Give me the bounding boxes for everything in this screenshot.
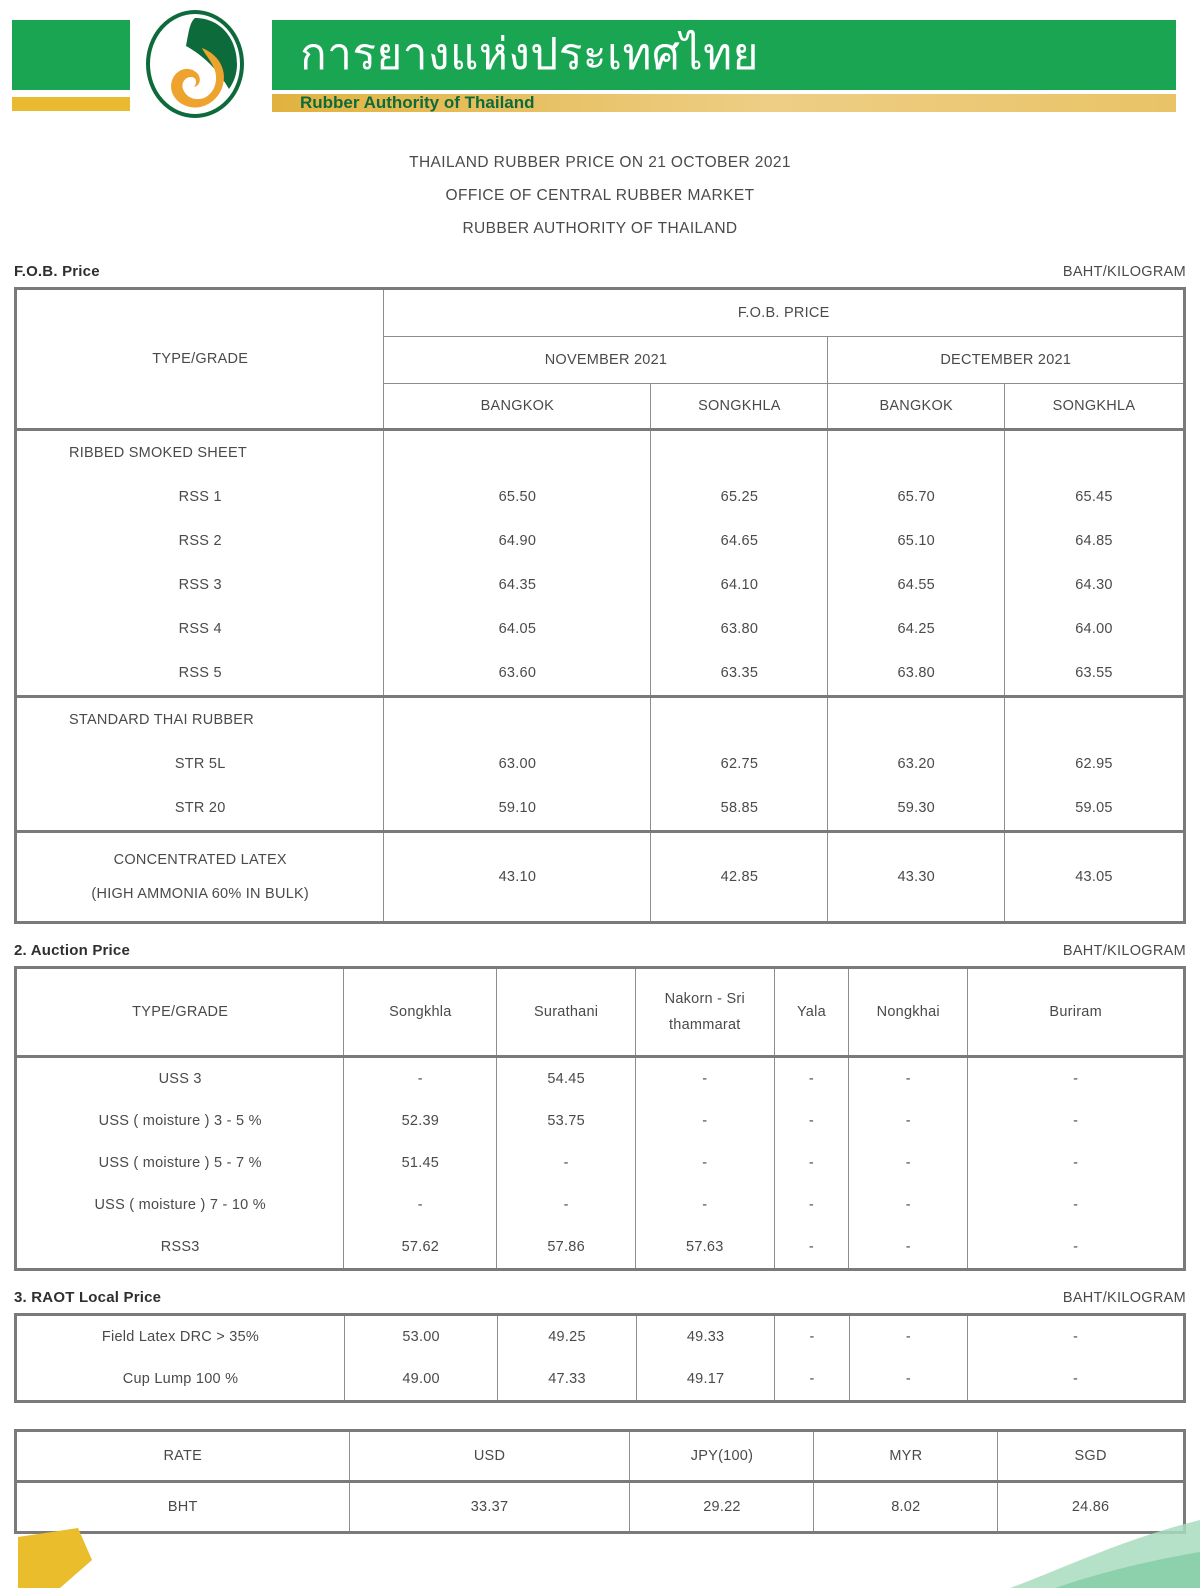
fob-typegrade-header: TYPE/GRADE bbox=[16, 289, 384, 430]
raot-local-price-table bbox=[14, 1313, 1186, 1403]
fob-row-label: RSS 2 bbox=[16, 519, 384, 563]
raot-unit-label: BAHT/KILOGRAM bbox=[1062, 1290, 1186, 1306]
fob-month-december: DECTEMBER 2021 bbox=[828, 337, 1185, 384]
raot-seal-logo-icon bbox=[140, 8, 250, 120]
fob-row-label: STR 20 bbox=[16, 786, 384, 832]
auction-price-cell: - bbox=[497, 1142, 636, 1184]
auction-header-buriram: Buriram bbox=[968, 968, 1185, 1057]
fob-cell-empty bbox=[1004, 430, 1184, 476]
auction-unit-label: BAHT/KILOGRAM bbox=[1062, 943, 1186, 959]
auction-price-cell: 53.75 bbox=[497, 1100, 636, 1142]
table-row bbox=[16, 607, 1185, 651]
table-row bbox=[16, 1431, 1185, 1482]
auction-price-cell: 57.86 bbox=[497, 1226, 636, 1270]
fob-cell-empty bbox=[651, 430, 828, 476]
raot-price-cell: - bbox=[968, 1315, 1185, 1359]
rate-header-rate: RATE bbox=[16, 1431, 350, 1482]
table-row bbox=[16, 1315, 1185, 1359]
fob-month-november: NOVEMBER 2021 bbox=[384, 337, 828, 384]
table-row bbox=[16, 1482, 1185, 1533]
auction-header-typegrade: TYPE/GRADE bbox=[16, 968, 344, 1057]
auction-price-cell: - bbox=[968, 1057, 1185, 1101]
auction-header-nakorn-line1: Nakorn - Sri bbox=[664, 991, 745, 1007]
auction-price-cell: - bbox=[849, 1226, 968, 1270]
fob-price-cell: 64.25 bbox=[828, 607, 1004, 651]
auction-price-cell: - bbox=[497, 1184, 636, 1226]
rate-header-myr: MYR bbox=[814, 1431, 998, 1482]
auction-price-cell: 52.39 bbox=[344, 1100, 497, 1142]
auction-header-yala: Yala bbox=[774, 968, 849, 1057]
fob-price-span-header: F.O.B. PRICE bbox=[384, 289, 1185, 337]
fob-price-cell: 63.55 bbox=[1004, 651, 1184, 697]
table-row bbox=[16, 832, 1185, 923]
raot-row-label: Field Latex DRC > 35% bbox=[16, 1315, 345, 1359]
auction-header-nakorn-line2: thammarat bbox=[669, 1017, 741, 1033]
table-row bbox=[16, 786, 1185, 832]
fob-cell-empty bbox=[651, 697, 828, 743]
fob-price-cell: 59.10 bbox=[384, 786, 651, 832]
raot-price-cell: 49.33 bbox=[636, 1315, 775, 1359]
raot-price-cell: - bbox=[968, 1358, 1185, 1402]
rate-row-label: BHT bbox=[16, 1482, 350, 1533]
auction-price-cell: 54.45 bbox=[497, 1057, 636, 1101]
fob-city-nov-bangkok: BANGKOK bbox=[384, 384, 651, 430]
fob-price-cell: 64.30 bbox=[1004, 563, 1184, 607]
header-left-green-block bbox=[12, 20, 130, 90]
fob-price-cell: 63.20 bbox=[828, 742, 1004, 786]
raot-price-cell: 49.17 bbox=[636, 1358, 775, 1402]
document-title-block bbox=[0, 146, 1200, 245]
fob-price-cell: 59.05 bbox=[1004, 786, 1184, 832]
fob-price-cell: 63.35 bbox=[651, 651, 828, 697]
fob-price-cell: 63.00 bbox=[384, 742, 651, 786]
auction-price-cell: - bbox=[344, 1057, 497, 1101]
auction-price-cell: - bbox=[774, 1057, 849, 1101]
table-row bbox=[16, 697, 1185, 743]
fob-cell-empty bbox=[384, 697, 651, 743]
exchange-rate-table bbox=[14, 1429, 1186, 1534]
auction-price-table bbox=[14, 966, 1186, 1271]
auction-price-cell: - bbox=[635, 1100, 774, 1142]
table-row bbox=[16, 1057, 1185, 1101]
auction-row-label: USS ( moisture ) 5 - 7 % bbox=[16, 1142, 344, 1184]
fob-price-table bbox=[14, 287, 1186, 924]
title-line-1: THAILAND RUBBER PRICE ON 21 OCTOBER 2021 bbox=[409, 154, 791, 171]
fob-row-label: RSS 1 bbox=[16, 475, 384, 519]
fob-price-cell: 65.50 bbox=[384, 475, 651, 519]
table-row bbox=[16, 1226, 1185, 1270]
fob-city-nov-songkhla: SONGKHLA bbox=[651, 384, 828, 430]
auction-price-cell: - bbox=[968, 1100, 1185, 1142]
raot-section-header bbox=[0, 1289, 1200, 1306]
fob-latex-label bbox=[16, 832, 384, 923]
fob-row-label: RSS 3 bbox=[16, 563, 384, 607]
fob-group-label: STANDARD THAI RUBBER bbox=[16, 697, 384, 743]
raot-row-label: Cup Lump 100 % bbox=[16, 1358, 345, 1402]
fob-row-label: RSS 5 bbox=[16, 651, 384, 697]
auction-price-cell: - bbox=[774, 1100, 849, 1142]
raot-price-cell: 47.33 bbox=[498, 1358, 637, 1402]
fob-latex-price-cell: 43.05 bbox=[1004, 832, 1184, 923]
rate-value-cell: 8.02 bbox=[814, 1482, 998, 1533]
raot-price-cell: - bbox=[775, 1358, 849, 1402]
auction-header-nongkhai: Nongkhai bbox=[849, 968, 968, 1057]
auction-row-label: USS 3 bbox=[16, 1057, 344, 1101]
auction-price-cell: - bbox=[635, 1142, 774, 1184]
raot-price-cell: - bbox=[775, 1315, 849, 1359]
fob-latex-price-cell: 43.30 bbox=[828, 832, 1004, 923]
raot-price-cell: - bbox=[849, 1315, 967, 1359]
raot-price-cell: - bbox=[849, 1358, 967, 1402]
fob-unit-label: BAHT/KILOGRAM bbox=[1062, 264, 1186, 280]
fob-price-cell: 59.30 bbox=[828, 786, 1004, 832]
table-row bbox=[16, 651, 1185, 697]
table-row bbox=[16, 742, 1185, 786]
header-left-gold-block bbox=[12, 97, 130, 111]
auction-price-cell: - bbox=[774, 1184, 849, 1226]
auction-header-nakorn-sri-thammarat bbox=[635, 968, 774, 1057]
auction-price-cell: - bbox=[968, 1142, 1185, 1184]
fob-row-label: STR 5L bbox=[16, 742, 384, 786]
fob-price-cell: 64.65 bbox=[651, 519, 828, 563]
auction-row-label: USS ( moisture ) 3 - 5 % bbox=[16, 1100, 344, 1142]
auction-price-cell: - bbox=[968, 1226, 1185, 1270]
auction-row-label: RSS3 bbox=[16, 1226, 344, 1270]
raot-price-cell: 49.00 bbox=[345, 1358, 498, 1402]
table-row bbox=[16, 430, 1185, 476]
fob-price-cell: 64.35 bbox=[384, 563, 651, 607]
auction-price-cell: - bbox=[968, 1184, 1185, 1226]
fob-price-cell: 65.10 bbox=[828, 519, 1004, 563]
fob-price-cell: 63.80 bbox=[828, 651, 1004, 697]
auction-price-cell: - bbox=[774, 1142, 849, 1184]
fob-price-cell: 63.60 bbox=[384, 651, 651, 697]
auction-price-cell: - bbox=[849, 1100, 968, 1142]
raot-price-cell: 49.25 bbox=[498, 1315, 637, 1359]
fob-price-cell: 64.55 bbox=[828, 563, 1004, 607]
fob-section-title: F.O.B. Price bbox=[14, 263, 100, 280]
auction-header-songkhla: Songkhla bbox=[344, 968, 497, 1057]
fob-price-cell: 65.70 bbox=[828, 475, 1004, 519]
table-row bbox=[16, 1358, 1185, 1402]
title-line-2: OFFICE OF CENTRAL RUBBER MARKET bbox=[445, 187, 755, 204]
raot-section-title: 3. RAOT Local Price bbox=[14, 1289, 162, 1306]
org-title-thai: การยางแห่งประเทศไทย bbox=[300, 29, 759, 80]
title-line-3: RUBBER AUTHORITY OF THAILAND bbox=[462, 220, 738, 237]
fob-price-cell: 65.25 bbox=[651, 475, 828, 519]
fob-price-cell: 58.85 bbox=[651, 786, 828, 832]
table-row bbox=[16, 519, 1185, 563]
table-row bbox=[16, 563, 1185, 607]
raot-price-cell: 53.00 bbox=[345, 1315, 498, 1359]
table-row bbox=[16, 289, 1185, 337]
fob-price-cell: 63.80 bbox=[651, 607, 828, 651]
rate-value-cell: 24.86 bbox=[998, 1482, 1185, 1533]
fob-latex-label-line2: (HIGH AMMONIA 60% IN BULK) bbox=[91, 886, 310, 902]
org-title-english: Rubber Authority of Thailand bbox=[300, 93, 535, 112]
fob-price-cell: 62.95 bbox=[1004, 742, 1184, 786]
auction-price-cell: - bbox=[774, 1226, 849, 1270]
auction-section-header bbox=[0, 942, 1200, 959]
fob-cell-empty bbox=[828, 697, 1004, 743]
fob-latex-price-cell: 43.10 bbox=[384, 832, 651, 923]
rate-header-jpy-100: JPY(100) bbox=[630, 1431, 814, 1482]
fob-city-dec-songkhla: SONGKHLA bbox=[1004, 384, 1184, 430]
fob-price-cell: 64.00 bbox=[1004, 607, 1184, 651]
auction-row-label: USS ( moisture ) 7 - 10 % bbox=[16, 1184, 344, 1226]
auction-price-cell: - bbox=[849, 1057, 968, 1101]
auction-section-title: 2. Auction Price bbox=[14, 942, 131, 959]
auction-price-cell: 51.45 bbox=[344, 1142, 497, 1184]
table-row bbox=[16, 1142, 1185, 1184]
rate-header-sgd: SGD bbox=[998, 1431, 1185, 1482]
fob-price-cell: 64.05 bbox=[384, 607, 651, 651]
fob-price-cell: 62.75 bbox=[651, 742, 828, 786]
fob-cell-empty bbox=[384, 430, 651, 476]
fob-price-cell: 64.85 bbox=[1004, 519, 1184, 563]
rate-value-cell: 29.22 bbox=[630, 1482, 814, 1533]
table-row bbox=[16, 475, 1185, 519]
fob-latex-label-line1: CONCENTRATED LATEX bbox=[113, 852, 287, 868]
auction-header-surathani: Surathani bbox=[497, 968, 636, 1057]
fob-city-dec-bangkok: BANGKOK bbox=[828, 384, 1004, 430]
fob-cell-empty bbox=[1004, 697, 1184, 743]
rate-header-usd: USD bbox=[349, 1431, 630, 1482]
auction-price-cell: 57.62 bbox=[344, 1226, 497, 1270]
fob-group-label: RIBBED SMOKED SHEET bbox=[16, 430, 384, 476]
table-row bbox=[16, 1184, 1185, 1226]
auction-price-cell: - bbox=[635, 1057, 774, 1101]
fob-section-header bbox=[0, 263, 1200, 280]
fob-row-label: RSS 4 bbox=[16, 607, 384, 651]
fob-price-cell: 64.10 bbox=[651, 563, 828, 607]
auction-price-cell: - bbox=[849, 1142, 968, 1184]
auction-price-cell: 57.63 bbox=[635, 1226, 774, 1270]
page-header bbox=[0, 0, 1200, 122]
table-row bbox=[16, 1100, 1185, 1142]
fob-price-cell: 65.45 bbox=[1004, 475, 1184, 519]
fob-cell-empty bbox=[828, 430, 1004, 476]
auction-price-cell: - bbox=[344, 1184, 497, 1226]
auction-price-cell: - bbox=[635, 1184, 774, 1226]
auction-price-cell: - bbox=[849, 1184, 968, 1226]
rate-value-cell: 33.37 bbox=[349, 1482, 630, 1533]
fob-latex-price-cell: 42.85 bbox=[651, 832, 828, 923]
fob-price-cell: 64.90 bbox=[384, 519, 651, 563]
table-row bbox=[16, 968, 1185, 1057]
